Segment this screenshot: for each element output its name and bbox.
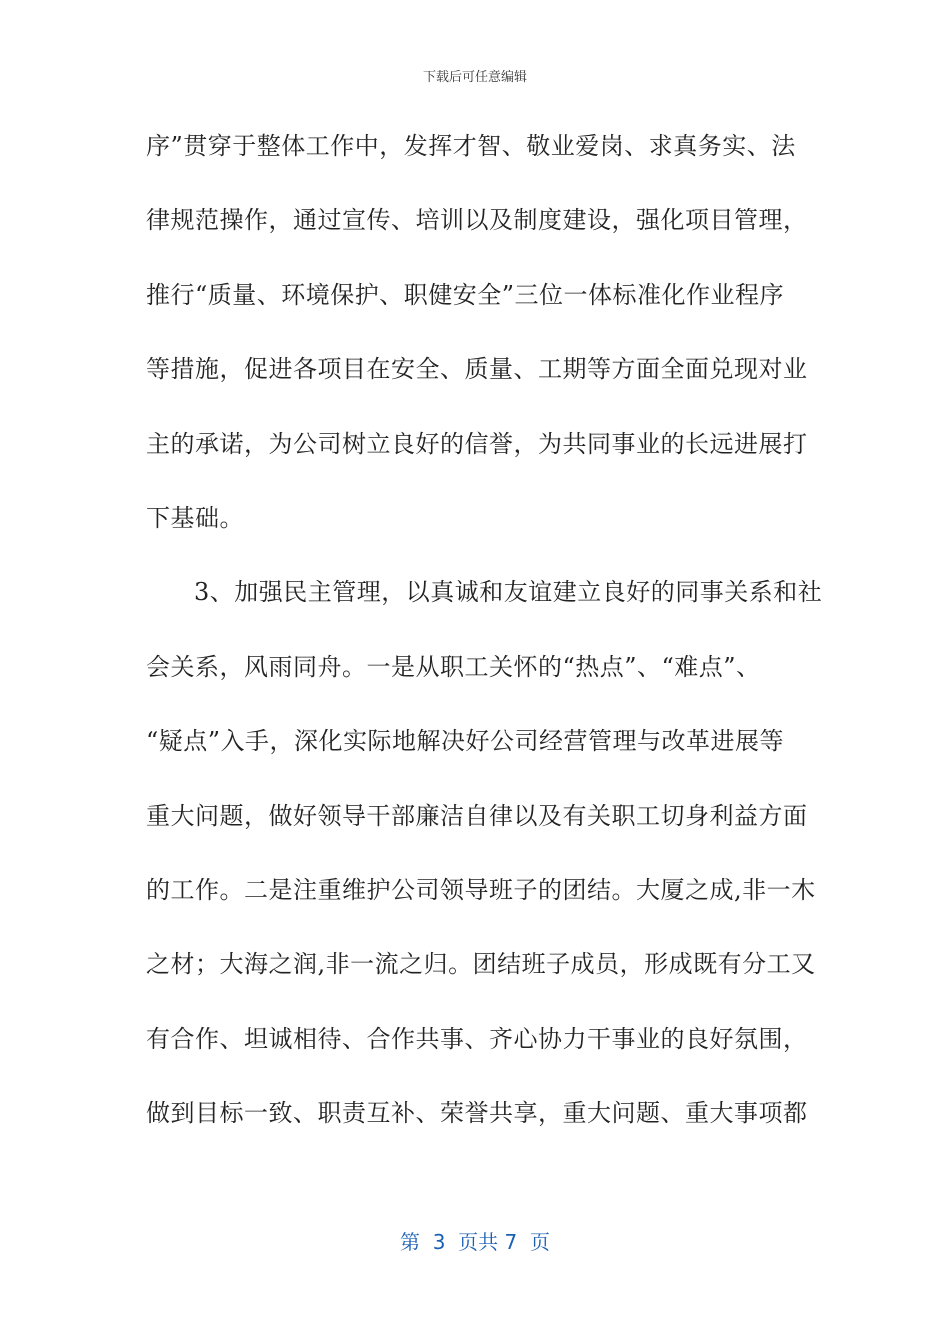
paragraph-line: 律规范操作，通过宣传、培训以及制度建设，强化项目管理， — [146, 206, 808, 235]
paragraph-line: 主的承诺，为公司树立良好的信誉，为共同事业的长远进展打 — [146, 429, 808, 458]
paragraph-line: 做到目标一致、职责互补、荣誉共享，重大问题、重大事项都 — [146, 1099, 808, 1128]
paragraph-line: 序”贯穿于整体工作中，发挥才智、敬业爱岗、求真务实、法 — [146, 132, 796, 160]
paragraph-line: 等措施，促进各项目在安全、质量、工期等方面全面兑现对业 — [146, 355, 808, 384]
document-body — [146, 124, 823, 1165]
paragraph-line: 3、加强民主管理，以真诚和友谊建立良好的同事关系和社 — [194, 578, 823, 607]
header-note: 下载后可任意编辑 — [422, 70, 527, 85]
paragraph-line: 之材；大海之润,非一流之归。团结班子成员，形成既有分工又 — [146, 950, 816, 979]
paragraph-line: 下基础。 — [146, 503, 244, 532]
paragraph-line: 会关系，风雨同舟。一是从职工关怀的“热点”、“难点”、 — [146, 652, 761, 681]
paragraph-line: 推行“质量、环境保护、职健安全”三位一体标准化作业程序 — [146, 280, 785, 309]
paragraph-line: 有合作、坦诚相待、合作共事、齐心协力干事业的良好氛围， — [146, 1024, 808, 1053]
paragraph-line: “疑点”入手，深化实际地解决好公司经营管理与改革进展等 — [146, 727, 785, 756]
page-number: 第 3 页共 7 页 — [400, 1230, 550, 1254]
paragraph-line: 的工作。二是注重维护公司领导班子的团结。大厦之成,非一木 — [146, 875, 816, 904]
paragraph-line: 重大问题，做好领导干部廉洁自律以及有关职工切身利益方面 — [146, 801, 808, 830]
